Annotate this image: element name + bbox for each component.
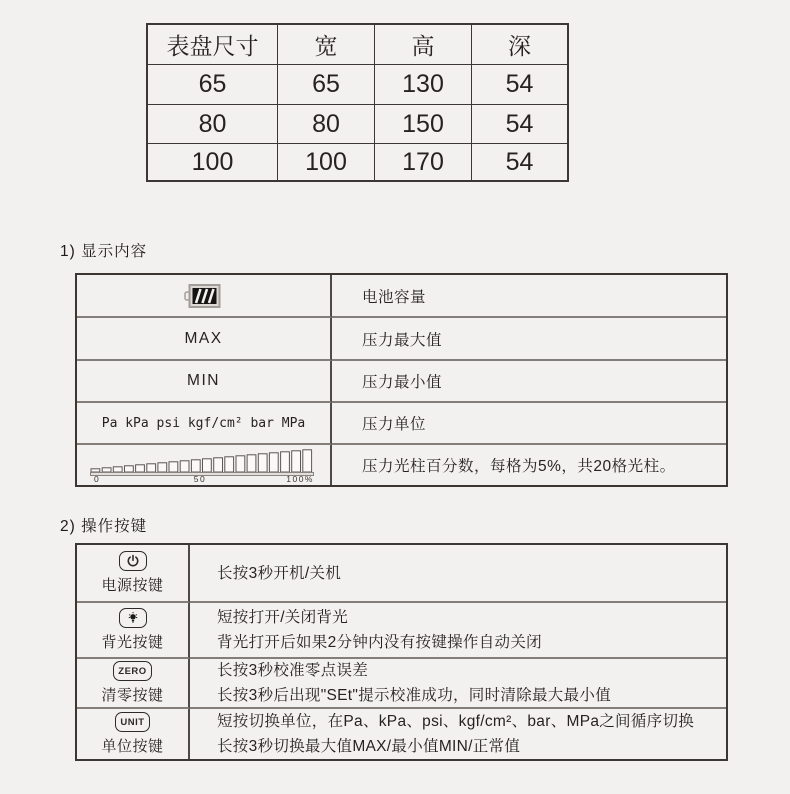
min-desc: 压力最小值 bbox=[332, 361, 726, 403]
bar-graph-cell bbox=[77, 445, 332, 485]
dim-header-size: 表盘尺寸 bbox=[148, 25, 278, 65]
bar-graph-icon bbox=[90, 448, 318, 483]
backlight-key-button bbox=[119, 608, 147, 628]
battery-desc: 电池容量 bbox=[332, 275, 726, 318]
unit-key-desc bbox=[190, 709, 726, 759]
desc-line: 背光打开后如果2分钟内没有按键操作自动关闭 bbox=[217, 634, 542, 651]
bar-graph-desc: 压力光柱百分数，每格为5%，共20格光柱。 bbox=[362, 458, 676, 475]
power-key-cell bbox=[77, 545, 190, 603]
desc-line: 长按3秒校准零点误差 bbox=[217, 662, 369, 679]
dim-cell: 80 bbox=[148, 105, 278, 144]
zero-key-label: 清零按键 bbox=[101, 687, 164, 704]
desc-line: 短按打开/关闭背光 bbox=[217, 609, 349, 626]
section1-heading: 1) 显示内容 bbox=[60, 243, 148, 260]
bar-label-100: 100% bbox=[285, 473, 314, 483]
power-key-button bbox=[119, 551, 147, 571]
desc-line: 长按3秒后出现"SEt"提示校准成功，同时清除最大最小值 bbox=[217, 687, 612, 704]
power-key-desc bbox=[190, 545, 726, 603]
dim-cell: 65 bbox=[278, 65, 375, 105]
unit-key-icon: UNIT bbox=[120, 716, 145, 728]
dim-cell: 100 bbox=[148, 144, 278, 180]
zero-key-cell bbox=[77, 659, 190, 709]
backlight-key-desc bbox=[190, 603, 726, 659]
dim-cell: 100 bbox=[278, 144, 375, 180]
zero-key-desc bbox=[190, 659, 726, 709]
max-symbol: MAX bbox=[77, 318, 332, 361]
battery-icon bbox=[184, 282, 224, 310]
min-symbol: MIN bbox=[77, 361, 332, 403]
unit-key-label: 单位按键 bbox=[101, 738, 164, 755]
backlight-key-label: 背光按键 bbox=[101, 634, 164, 651]
backlight-bulb-icon bbox=[126, 611, 140, 625]
zero-key-icon: ZERO bbox=[118, 665, 147, 677]
dim-header-height: 高 bbox=[375, 25, 472, 65]
backlight-key-cell bbox=[77, 603, 190, 659]
display-content-table bbox=[75, 273, 728, 487]
dimension-table bbox=[146, 23, 569, 182]
dim-cell: 54 bbox=[472, 65, 567, 105]
pressure-units-desc: 压力单位 bbox=[332, 403, 726, 445]
unit-key-cell bbox=[77, 709, 190, 759]
desc-line: 长按3秒开机/关机 bbox=[217, 564, 342, 582]
dim-header-depth: 深 bbox=[472, 25, 567, 65]
dim-cell: 80 bbox=[278, 105, 375, 144]
desc-line: 长按3秒切换最大值MAX/最小值MIN/正常值 bbox=[217, 738, 521, 755]
power-key-label: 电源按键 bbox=[101, 577, 164, 594]
max-desc: 压力最大值 bbox=[332, 318, 726, 361]
dim-cell: 65 bbox=[148, 65, 278, 105]
desc-line: 短按切换单位，在Pa、kPa、psi、kgf/cm²、bar、MPa之间循序切换 bbox=[217, 713, 695, 730]
dim-cell: 170 bbox=[375, 144, 472, 180]
dim-cell: 130 bbox=[375, 65, 472, 105]
dim-cell: 150 bbox=[375, 105, 472, 144]
dim-cell: 54 bbox=[505, 147, 534, 176]
bar-label-0: 0 bbox=[93, 473, 100, 483]
operation-keys-table bbox=[75, 543, 728, 761]
zero-key-button bbox=[113, 661, 151, 681]
battery-symbol-cell bbox=[77, 275, 332, 318]
power-icon bbox=[126, 554, 140, 568]
section2-heading: 2) 操作按键 bbox=[60, 518, 148, 535]
unit-key-button bbox=[115, 712, 149, 732]
bar-label-50: 50 bbox=[193, 473, 206, 483]
dim-header-width: 宽 bbox=[278, 25, 375, 65]
pressure-units-symbol: Pa kPa psi kgf/cm² bar MPa bbox=[77, 403, 332, 445]
dim-cell: 54 bbox=[472, 105, 567, 144]
